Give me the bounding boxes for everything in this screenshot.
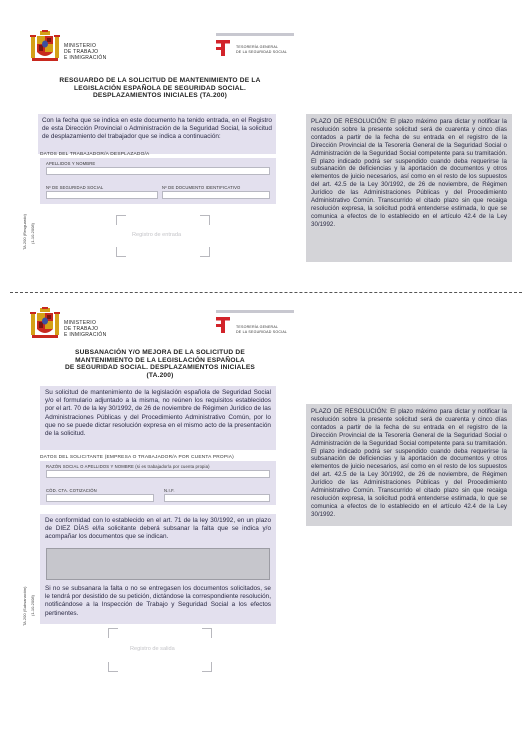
conformity-text: De conformidad con lo establecido en el art. 71 de la ley 30/1992, en un plazo de DIEZ DÍAS el/la solicitante deberá subsanar la falta que se indica y/o acompañar los documentos que se indican. — [45, 517, 271, 541]
tgss-name — [236, 325, 287, 334]
spain-crest-icon — [28, 30, 62, 64]
form1-title — [40, 77, 280, 100]
registry-corner — [116, 215, 126, 225]
ss-number-field[interactable] — [46, 191, 158, 199]
tgss-line: DE LA SEGURIDAD SOCIAL — [236, 329, 288, 334]
ccc-field[interactable] — [46, 494, 154, 502]
worker-section-label: DATOS DEL TRABAJADOR/A DESPLAZADO/A — [40, 152, 150, 157]
entry-registry-label: Registro de entrada — [132, 232, 182, 238]
surnames-label: APELLIDOS Y NOMBRE — [46, 161, 96, 166]
id-doc-field[interactable] — [162, 191, 270, 199]
id-doc-label: Nº DE DOCUMENTO IDENTIFICATIVO — [162, 185, 241, 190]
cut-line — [10, 292, 522, 293]
form2-intro-text: Su solicitud de mantenimiento de la legislación española de Seguridad Social y/o el formulario adjuntado a la misma, no reúnen los requisitos establecidos por el art. 70 de la ley 30/1992, de 26 de noviembre de Régimen Jurídico de las Administraciones Públicas y del Procedimiento Administrativo Común, por lo que no se puede dictar resolución expresa en el mismo acto de la presentación de la solicitud. — [45, 389, 271, 438]
side-code: TA.200 (Subsanación) — [22, 586, 27, 626]
tgss-name — [236, 45, 287, 54]
deficiencies-field[interactable] — [46, 548, 270, 580]
form1-side-code — [22, 214, 27, 250]
title-line: SUBSANACIÓN Y/O MEJORA DE LA SOLICITUD DE — [75, 349, 245, 356]
ministry-line: DE TRABAJO — [64, 326, 99, 332]
plazo-box-2 — [306, 404, 512, 526]
form1-intro-box — [38, 114, 276, 154]
tgss-line: TESORERÍA GENERAL — [236, 45, 279, 49]
registry-corner — [116, 247, 126, 257]
ministry-name — [64, 43, 107, 61]
warning-box — [40, 582, 276, 624]
side-date: (1-10-2008) — [30, 595, 35, 616]
applicant-section-label: DATOS DEL SOLICITANTE (EMPRESA O TRABAJADOR/A POR CUENTA PROPIA) — [40, 455, 234, 460]
ministry-line: E INMIGRACIÓN — [64, 55, 107, 61]
title-line: MANTENIMIENTO DE LA LEGISLACIÓN ESPAÑOLA — [75, 356, 245, 364]
warning-text: Si no se subsanara la falta o no se entregasen los documentos solicitados, se le tendrá por desistido de su petición, dictándose la correspondiente resolución, notificándose a la Inspección de Trabajo y Seguridad Social a los efectos pertinentes. — [45, 585, 271, 617]
registry-corner — [108, 628, 118, 638]
form1-intro-text: Con la fecha que se indica en este documento ha tenido entrada, en el Registro de esta Dirección Provincial o Administración de la Seguridad Social, la solicitud de desplazamiento del trabajador que se indica a continuación: — [42, 117, 272, 141]
form2-title — [40, 349, 280, 379]
plazo-text: PLAZO DE RESOLUCIÓN: El plazo máximo para dictar y notificar la resolución sobre la presente solicitud será de cuarenta y cinco días contados a partir de la fecha de su entrada en el registro de la Dirección Provincial de la Tesorería General de la Seguridad Social o Administración de la Seguridad Social competente para su tramitación. El plazo indicado podrá ser suspendido cuando deba requerirse la subsanación de deficiencias y la aportación de documentos y otros elementos de juicio necesarios, así como en el resto de los supuestos del art. 42.5 de la Ley 30/1992, de 26 de noviembre, de Régimen Jurídico de las Administraciones Públicas y del Procedimiento Administrativo Común. Transcurrido el citado plazo sin que recaiga resolución expresa, la solicitud podrá entenderse estimada, lo que se comunica a efectos de lo establecido en el artículo 42.4 de la Ley 30/1992. — [311, 408, 507, 518]
ccc-label: CÓD. CTA. COTIZACIÓN — [46, 488, 97, 493]
title-line: LEGISLACIÓN ESPAÑOLA DE SEGURIDAD SOCIAL. — [74, 84, 246, 92]
conformity-box — [40, 514, 276, 586]
ministry-line: E INMIGRACIÓN — [64, 332, 107, 338]
registry-corner — [200, 215, 210, 225]
title-line: DE SEGURIDAD SOCIAL. DESPLAZAMIENTOS INICIALES — [64, 364, 256, 372]
side-date: (1-10-2008) — [30, 223, 35, 244]
form2-side-date — [30, 595, 35, 616]
ministry-name — [64, 320, 107, 338]
tgss-line: DE LA SEGURIDAD SOCIAL — [236, 49, 288, 54]
registry-corner — [202, 628, 212, 638]
plazo-box-1 — [306, 114, 512, 262]
tgss-logo-icon — [216, 40, 230, 56]
tgss-logo-icon — [216, 317, 230, 333]
title-line: (TA.200) — [146, 371, 174, 379]
tgss-header-bar — [216, 310, 294, 313]
nif-label: N.I.F. — [164, 488, 175, 493]
applicant-data-box — [40, 461, 276, 505]
company-label: RAZÓN SOCIAL O APELLIDOS Y NOMBRE (si es trabajador/a por cuenta propia) — [46, 464, 210, 469]
side-code: TA.200 (Resguardo) — [22, 214, 27, 250]
worker-data-box — [40, 158, 276, 204]
ministry-line: MINISTERIO — [64, 320, 97, 326]
ministry-line: MINISTERIO — [64, 43, 97, 49]
tgss-line: TESORERÍA GENERAL — [236, 325, 279, 329]
surnames-field[interactable] — [46, 167, 270, 175]
form2-intro-box — [40, 386, 276, 450]
form1-side-date — [30, 223, 35, 244]
title-line: DESPLAZAMIENTOS INICIALES (TA.200) — [92, 92, 228, 100]
form2-side-code — [22, 586, 27, 626]
entry-registry-stamp — [116, 215, 210, 257]
spain-crest-icon — [28, 307, 62, 341]
registry-corner — [108, 662, 118, 672]
registry-corner — [200, 247, 210, 257]
company-field[interactable] — [46, 470, 270, 478]
registry-corner — [202, 662, 212, 672]
ministry-line: DE TRABAJO — [64, 49, 99, 55]
exit-registry-stamp — [108, 628, 212, 672]
nif-field[interactable] — [164, 494, 270, 502]
tgss-header-bar — [216, 33, 294, 36]
plazo-text: PLAZO DE RESOLUCIÓN: El plazo máximo para dictar y notificar la resolución sobre la presente solicitud será de cuarenta y cinco días contados a partir de la fecha de su entrada en el registro de la Dirección Provincial de la Tesorería General de la Seguridad Social o Administración de la Seguridad Social competente para su tramitación. El plazo indicado podrá ser suspendido cuando deba requerirse la subsanación de deficiencias y la aportación de documentos y otros elementos de juicio necesarios, así como en el resto de los supuestos del art. 42.5 de la Ley 30/1992, de 26 de noviembre, de Régimen Jurídico de las Administraciones Públicas y del Procedimiento Administrativo Común. Transcurrido el citado plazo sin que recaiga resolución expresa, la solicitud podrá entenderse estimada, lo que se comunica a efectos de lo establecido en el artículo 42.4 de la Ley 30/1992. — [311, 118, 507, 228]
title-line: RESGUARDO DE LA SOLICITUD DE MANTENIMIENTO DE LA — [59, 77, 261, 84]
exit-registry-label: Registro de salida — [130, 646, 175, 652]
ss-number-label: Nº DE SEGURIDAD SOCIAL — [46, 185, 104, 190]
